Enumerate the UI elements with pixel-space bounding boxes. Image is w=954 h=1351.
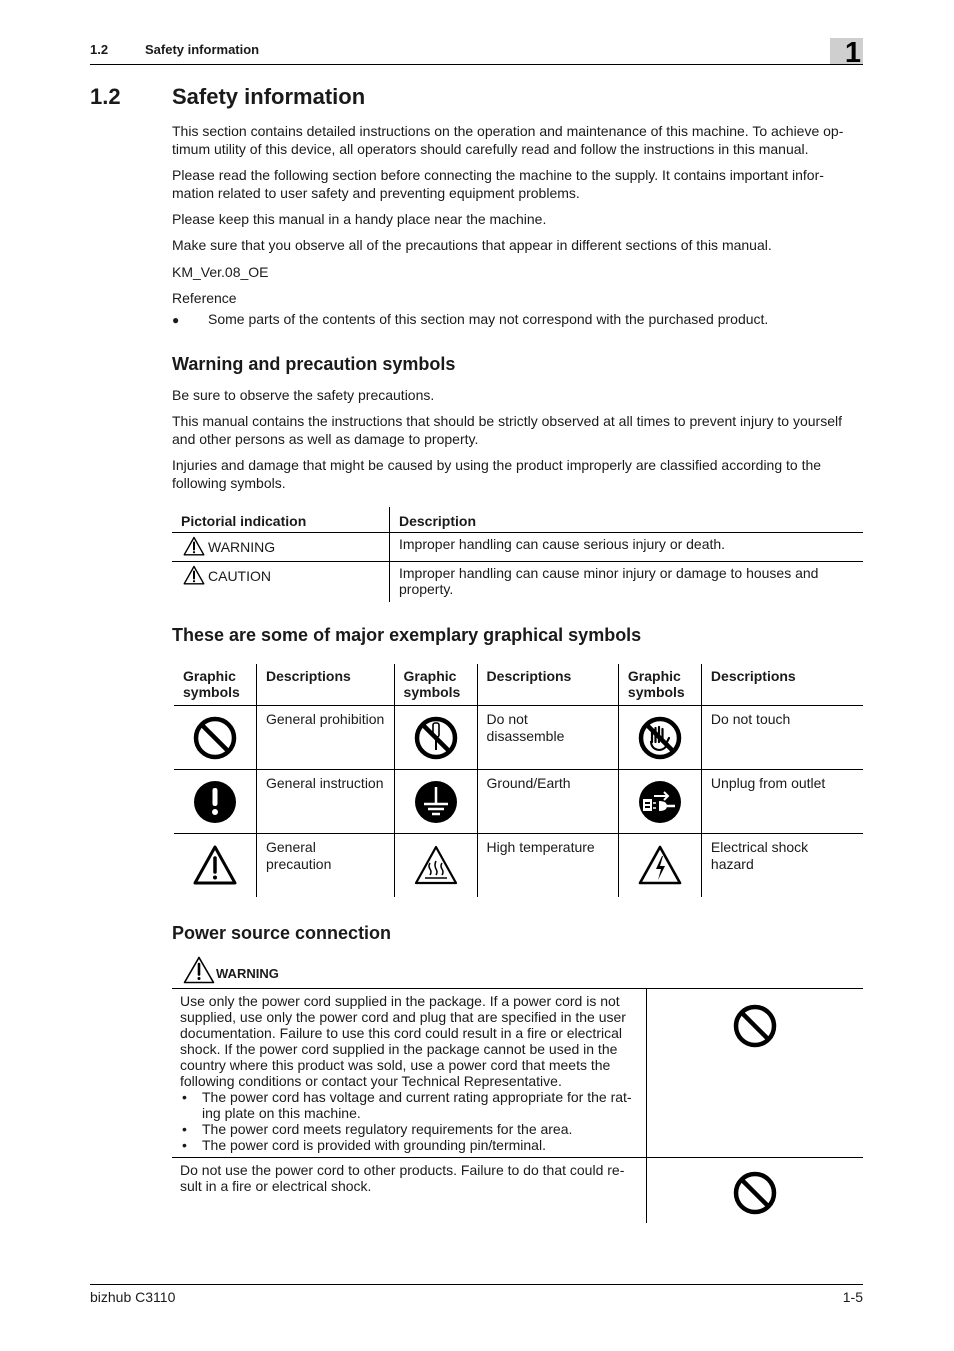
symbol-cell: [618, 770, 701, 834]
symbol-label: Unplug from outlet: [701, 770, 863, 834]
symbol-cell: [394, 834, 477, 898]
reference-label: Reference: [172, 290, 237, 306]
table-row: [174, 706, 863, 770]
column-header: Graphic symbols: [394, 664, 477, 706]
symbol-label: Do not touch: [701, 706, 863, 770]
prohibition-icon: [732, 1170, 778, 1216]
footer-page-number: 1-5: [842, 1289, 863, 1305]
table-row: [174, 834, 863, 898]
section-number: 1.2: [90, 84, 121, 109]
intro-paragraph: Make sure that you observe all of the precautions that appear in different sections of this manual.: [172, 237, 772, 253]
precaution-icon: [192, 843, 238, 889]
instruction-text: Do not use the power cord to other products. Failure to do that could re-sult in a fire or electrical shock.: [180, 1162, 625, 1194]
warning-symbols-paragraph: Be sure to observe the safety precautions.: [172, 387, 435, 403]
prohibition-icon: [732, 1003, 778, 1049]
chapter-tab: [830, 37, 863, 69]
warning-label: WARNING: [216, 966, 279, 981]
header-rule: [90, 64, 863, 65]
column-header: Descriptions: [257, 664, 395, 706]
warning-symbols-paragraph: Injuries and damage that might be caused by using the product improperly are classified according to the following symbols.: [172, 457, 822, 491]
electrical-shock-icon: [637, 843, 683, 889]
list-item: • The power cord is provided with grounding pin/terminal.: [180, 1137, 638, 1153]
description-cell: Improper handling can cause serious injury or death.: [390, 533, 864, 562]
symbol-cell: [174, 706, 257, 770]
power-source-heading: Power source connection: [172, 923, 392, 943]
symbol-cell: [618, 706, 701, 770]
description-cell: Improper handling can cause minor injury or damage to houses and property.: [399, 565, 819, 597]
footer-product: bizhub C3110: [90, 1289, 176, 1305]
warning-symbols-heading: Warning and precaution symbols: [172, 354, 456, 374]
intro-paragraph: Please keep this manual in a handy place near the machine.: [172, 211, 547, 227]
symbol-cell: [647, 1158, 864, 1224]
symbol-label: Ground/Earth: [477, 770, 618, 834]
instruction-icon: [192, 779, 238, 825]
intro-paragraph: This section contains detailed instructions on the operation and maintenance of this machine. To achieve op-timum utility of this device, all operators should carefully read and follow the instructions in this manual.: [172, 123, 844, 157]
table-header-row: [172, 507, 863, 533]
table-row: [172, 533, 863, 562]
header-section-title: Safety information: [145, 42, 260, 57]
pictorial-indication-table: [172, 507, 863, 602]
column-header: Graphic symbols: [618, 664, 701, 706]
symbol-label: High temperature: [477, 834, 618, 898]
column-header: Descriptions: [701, 664, 863, 706]
do-not-touch-icon: [637, 715, 683, 761]
bullet-marker: ●: [172, 313, 180, 327]
warning-triangle-icon: [183, 956, 215, 984]
symbol-label: General prohibition: [257, 706, 395, 770]
table-row: [172, 989, 863, 1158]
ground-icon: [413, 779, 459, 825]
table-row: [172, 1158, 863, 1224]
version-code: KM_Ver.08_OE: [172, 264, 269, 280]
table-row: [172, 562, 863, 603]
intro-paragraph: Please read the following section before connecting the machine to the supply. It contains important infor-mation related to user safety and preventing equipment problems.: [172, 167, 824, 201]
header-section-number: 1.2: [90, 42, 109, 57]
indication-label: CAUTION: [208, 568, 271, 584]
chapter-number: 1: [844, 37, 861, 69]
condition-list: [180, 1089, 638, 1153]
prohibition-icon: [192, 715, 238, 761]
symbol-label: General precaution: [257, 834, 395, 898]
caution-triangle-icon: [183, 565, 205, 585]
section-title: Safety information: [172, 84, 366, 109]
symbol-label: Electrical shock hazard: [710, 839, 809, 872]
symbol-label: General instruction: [257, 770, 395, 834]
indication-cell: [172, 562, 390, 603]
column-header: Description: [390, 507, 864, 533]
unplug-icon: [637, 779, 683, 825]
symbol-cell: [174, 834, 257, 898]
no-disassemble-icon: [413, 715, 459, 761]
symbol-label: Do not disassemble: [477, 706, 618, 770]
warning-symbols-paragraph: This manual contains the instructions that should be strictly observed at all times to prevent injury to yourself and other persons as well as damage to property.: [172, 413, 842, 447]
indication-label: WARNING: [208, 539, 276, 555]
column-header: Descriptions: [477, 664, 618, 706]
symbol-cell: [618, 834, 701, 898]
warning-triangle-icon: [183, 536, 205, 556]
list-item: • The power cord has voltage and current rating appropriate for the rat-ing plate on this machine.: [180, 1089, 638, 1121]
column-header: Graphic symbols: [174, 664, 257, 706]
footer-rule: [90, 1284, 863, 1285]
instruction-text: Use only the power cord supplied in the package. If a power cord is not supplied, use only the power cord and plug that are specified in the user documentation. Failure to use this cord could result in a fire or electrical shock. If the power cord supplied in the package cannot be used in the country where this product was sold, use a power cord that meets the following conditions or contact your Technical Representative.: [180, 993, 626, 1089]
instruction-cell: [172, 1158, 647, 1224]
list-item: • The power cord meets regulatory requirements for the area.: [180, 1121, 638, 1137]
symbol-cell: [394, 706, 477, 770]
table-row: [174, 770, 863, 834]
indication-cell: [172, 533, 390, 562]
reference-bullet: Some parts of the contents of this section may not correspond with the purchased product.: [208, 311, 769, 327]
symbol-cell: [174, 770, 257, 834]
table-header-row: [174, 664, 863, 706]
column-header: Pictorial indication: [172, 507, 390, 533]
symbol-cell: [394, 770, 477, 834]
graphical-symbols-heading: These are some of major exemplary graphical symbols: [172, 625, 642, 645]
graphical-symbols-table: [174, 664, 863, 897]
high-temperature-icon: [413, 843, 459, 889]
power-source-table: [172, 988, 863, 1223]
instruction-cell: [172, 989, 647, 1158]
symbol-cell: [647, 989, 864, 1158]
